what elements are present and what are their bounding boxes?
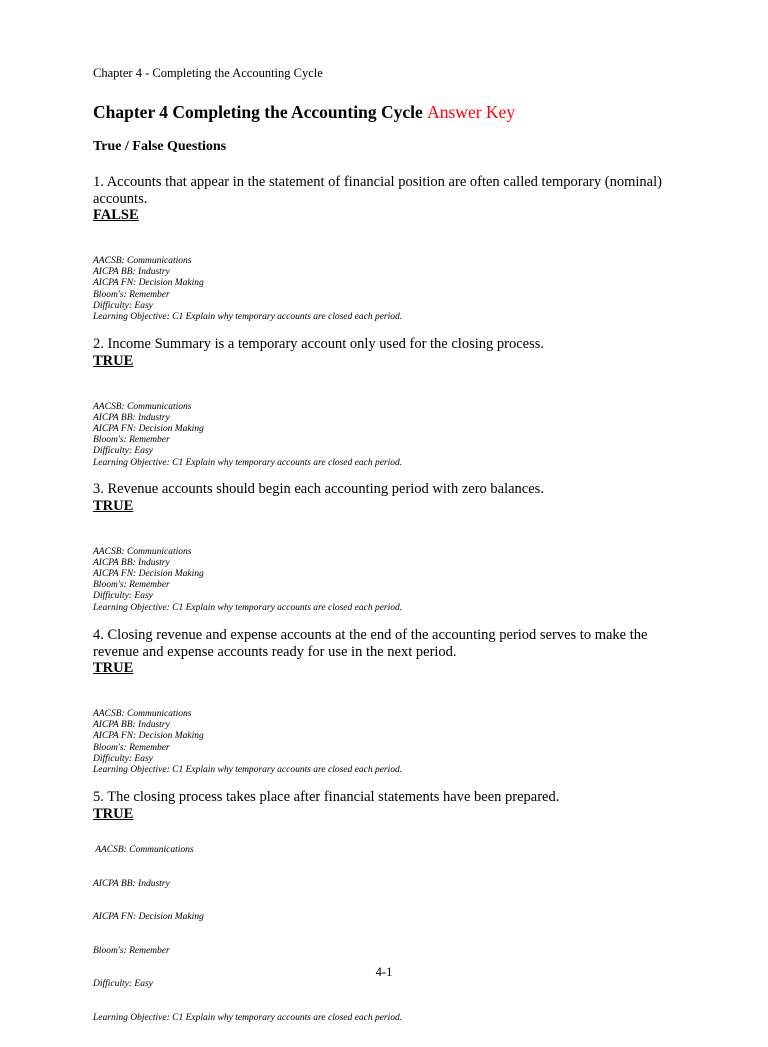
question-metadata (93, 256, 683, 323)
question-metadata (93, 402, 683, 469)
meta-line: Bloom's: Remember (93, 945, 170, 956)
meta-line: Difficulty: Easy (93, 300, 153, 311)
meta-line: AACSB: Communications (93, 709, 192, 719)
meta-line: Bloom's: Remember (93, 435, 170, 446)
question-1 (93, 174, 683, 323)
title-text: Chapter 4 Completing the Accounting Cycle (93, 102, 423, 122)
question-3 (93, 481, 683, 614)
running-header: Chapter 4 - Completing the Accounting Cycle (93, 66, 323, 80)
question-answer: TRUE (93, 352, 134, 369)
section-heading: True / False Questions (93, 139, 227, 154)
question-answer: TRUE (93, 497, 134, 514)
question-text: 3. Revenue accounts should begin each accounting period with zero balances. (93, 481, 544, 497)
meta-line: AICPA BB: Industry (93, 878, 170, 889)
question-metadata (93, 823, 683, 1047)
meta-line: AICPA FN: Decision Making (93, 278, 204, 289)
question-text: 2. Income Summary is a temporary account only used for the closing process. (93, 336, 544, 352)
meta-line: Bloom's: Remember (93, 742, 170, 753)
question-answer: TRUE (93, 660, 134, 676)
meta-line: AICPA FN: Decision Making (93, 731, 204, 742)
meta-line: Learning Objective: C1 Explain why temporary accounts are closed each period. (93, 312, 403, 323)
meta-line: Learning Objective: C1 Explain why temporary accounts are closed each period. (93, 602, 403, 613)
question-metadata (93, 547, 683, 614)
page-title (93, 102, 515, 123)
meta-line: AACSB: Communications (93, 546, 192, 557)
question-text: 1. Accounts that appear in the statement of financial position are often called temporary (nominal) accounts. (93, 174, 662, 207)
meta-line: Difficulty: Easy (93, 979, 153, 990)
meta-line: Learning Objective: C1 Explain why temporary accounts are closed each period. (93, 765, 403, 776)
answer-key-label: Answer Key (427, 102, 516, 122)
meta-line: Difficulty: Easy (93, 753, 153, 764)
question-metadata (93, 709, 683, 776)
meta-line: AICPA FN: Decision Making (93, 912, 204, 923)
meta-line: Difficulty: Easy (93, 591, 153, 602)
question-answer: FALSE (93, 207, 139, 223)
meta-line: AACSB: Communications (93, 844, 194, 855)
meta-line: AACSB: Communications (93, 256, 192, 266)
meta-line: AICPA FN: Decision Making (93, 568, 204, 579)
meta-line: AICPA BB: Industry (93, 720, 170, 731)
question-answer: TRUE (93, 805, 134, 822)
page-number: 4-1 (375, 965, 393, 979)
meta-line: Learning Objective: C1 Explain why temporary accounts are closed each period. (93, 1012, 403, 1023)
meta-line: Bloom's: Remember (93, 580, 170, 591)
question-4 (93, 627, 683, 776)
meta-line: Learning Objective: C1 Explain why temporary accounts are closed each period. (93, 457, 403, 468)
meta-line: Bloom's: Remember (93, 289, 170, 300)
question-2 (93, 336, 683, 469)
meta-line: AICPA FN: Decision Making (93, 423, 204, 434)
meta-line: AICPA BB: Industry (93, 267, 170, 278)
meta-line: AICPA BB: Industry (93, 412, 170, 423)
question-text: 5. The closing process takes place after financial statements have been prepared. (93, 789, 560, 805)
meta-line: Difficulty: Easy (93, 446, 153, 457)
question-5 (93, 789, 683, 1047)
question-text: 4. Closing revenue and expense accounts at the end of the accounting period serves to make the revenue and expense accounts ready for use in the next period. (93, 627, 648, 660)
meta-line: AACSB: Communications (93, 401, 192, 412)
meta-line: AICPA BB: Industry (93, 557, 170, 568)
